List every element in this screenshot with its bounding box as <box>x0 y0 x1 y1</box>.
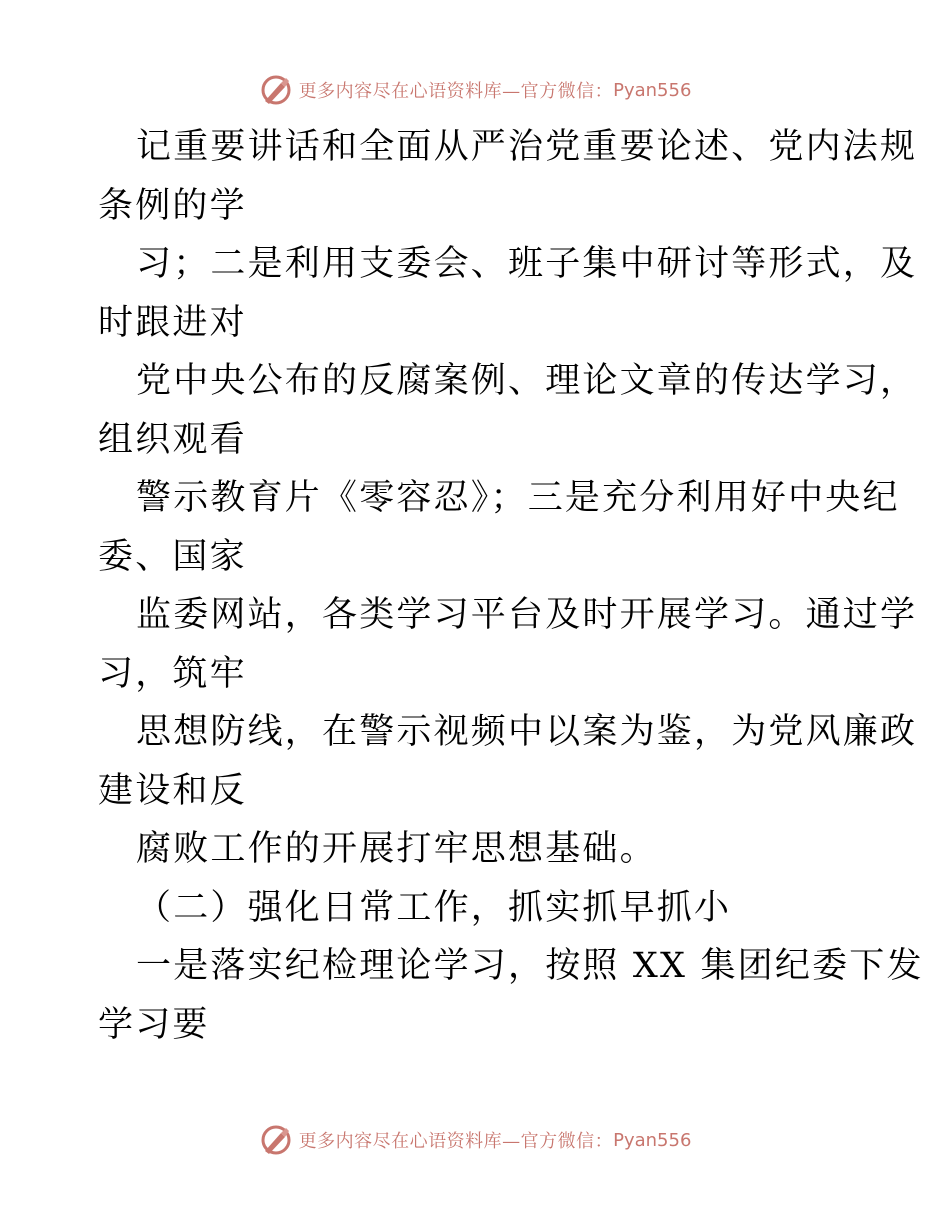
pen-logo-icon <box>259 1123 293 1157</box>
text-line: 时跟进对 <box>98 302 247 343</box>
text-line: 习，筑牢 <box>98 653 247 694</box>
text-line: 警示教育片《零容忍》；三是充分利用好中央纪 <box>136 478 900 518</box>
text-line: 条例的学 <box>98 185 247 226</box>
section-heading: （二）强化日常工作，抓实抓早抓小 <box>136 887 732 928</box>
watermark-wechat-id: Pyan556 <box>613 79 692 101</box>
text-line: 委、国家 <box>98 536 247 577</box>
text-line: 一是落实纪检理论学习，按照 XX 集团纪委下发 <box>136 946 924 986</box>
text-line: 监委网站，各类学习平台及时开展学习。通过学 <box>136 595 918 635</box>
text-line: 思想防线，在警示视频中以案为鉴，为党风廉政 <box>136 712 918 752</box>
watermark-wechat-id: Pyan556 <box>613 1129 692 1151</box>
document-body <box>98 118 924 1054</box>
text-line: 腐败工作的开展打牢思想基础。 <box>136 829 657 869</box>
text-line: 建设和反 <box>98 770 247 811</box>
watermark-text: 更多内容尽在心语资料库—官方微信： <box>298 81 614 102</box>
header-watermark <box>0 70 950 110</box>
text-line: 学习要 <box>98 1004 210 1045</box>
text-line: 记重要讲话和全面从严治党重要论述、党内法规 <box>136 127 918 167</box>
text-line: 习；二是利用支委会、班子集中研讨等形式，及 <box>136 244 918 284</box>
pen-logo-icon <box>259 73 293 107</box>
text-line: 组织观看 <box>98 419 247 460</box>
watermark-text: 更多内容尽在心语资料库—官方微信： <box>298 1131 614 1152</box>
footer-watermark <box>0 1120 950 1160</box>
text-line: 党中央公布的反腐案例、理论文章的传达学习， <box>136 361 918 401</box>
